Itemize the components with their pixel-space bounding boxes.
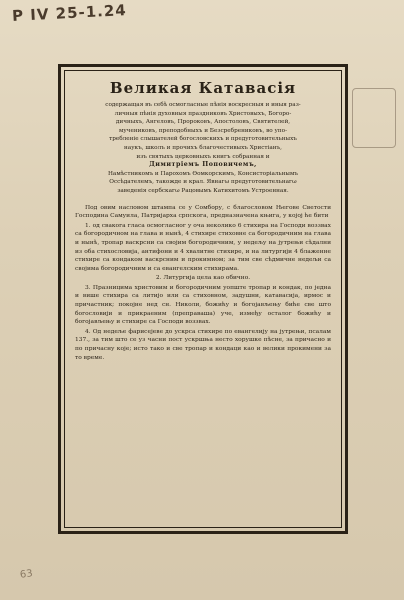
document-frame: [58, 64, 348, 534]
subtitle-line: изъ святыхъ церковныхъ книгъ собранная и: [136, 153, 270, 160]
subtitle-line: требленіе слышателей богословскихъ и предуготовительныхъ: [109, 136, 297, 143]
body-paragraph: 1. од свакога гласа осмогласног у оча неколико 6 стихира на Господи воззвах са богородичном на глава и нынѣ, 4 стихире стиховне са богородичним на глава и нынѣ, тропар васкрсни са својим богородичним, у недељу на јутрењи сѣдални из оба стихословија, антифони и 4 хвалитне стихире, и на литургији 4 блаженне стихире са кондаком васкрсним и прокимном; за тим све сѣдмичне недељи са својима богородичним и са евангелским стихирама.: [75, 222, 331, 272]
subtitle-block: [75, 101, 331, 196]
body-paragraph: 3. Празницима христовим и богородичним уопште тропар и кондак, по једна и више стихира са литијо или са стиховном, задушни, катавасија, ирмос и причастник; покојне нед сн. Николи, божићу и богојављењу биће све што богословији и прикраеним (преправаша) уче, између осталог божићу и богојављењу и стихире са Господи воззвах.: [75, 284, 331, 326]
body-paragraph: Под овим насловом штампа се у Сомбору, с благословом Његове Светости Господина Самуила, Патријарха српскога, предназначена књига, у којој ће бити: [75, 204, 331, 220]
document-title: Великая Катавасія: [109, 79, 297, 97]
author-line: Оссѣдателемъ, такожде и крал. Явнагω предуготовительнагω: [109, 179, 297, 186]
shelfmark: P IV 25-1.24: [11, 1, 128, 25]
body-paragraph: 2. Литургија цела као обично.: [155, 275, 251, 282]
document-body: [75, 204, 331, 363]
body-paragraph: 4. Од недеље фарисејеве до ускрса стихире по евангелију на јутрењи, псалам 137., за тим што се уз часни пост ускршња несто хорушке пѣсне, за причасно и по причасну које; исто тако и све тропар и кондаци као и велики прокимени за то време.: [75, 328, 331, 361]
document-frame-inner: [64, 70, 342, 528]
subtitle-line: личныя пѣнія духовныя праздниковъ Христовыхъ, Богоро-: [114, 110, 292, 117]
author-name: Димитріемъ Поповичемъ,: [149, 161, 257, 169]
author-line: заведенія сербскагω Рацовымъ Катихитомъ Устроенная.: [117, 187, 289, 194]
subtitle-line: содержащая въ себѣ осмогласные пѣнія воскресныя и иныя раз-: [105, 102, 301, 108]
corner-mark: 63: [19, 568, 34, 581]
subtitle-line: мучениковъ, преподобныхъ и Безсребрениковъ, во упо-: [119, 127, 287, 134]
author-line: Намѣстникомъ и Парохомъ Өомкорскимъ, Консисторіальнымъ: [107, 170, 299, 177]
subtitle-line: дичныхъ, Ангеловъ, Пророковъ, Апостоловъ, Святителей,: [115, 119, 291, 126]
library-stamp: [352, 88, 396, 148]
subtitle-line: наукъ, школъ и прочихъ благочестивыхъ Христіанъ,: [124, 144, 282, 151]
